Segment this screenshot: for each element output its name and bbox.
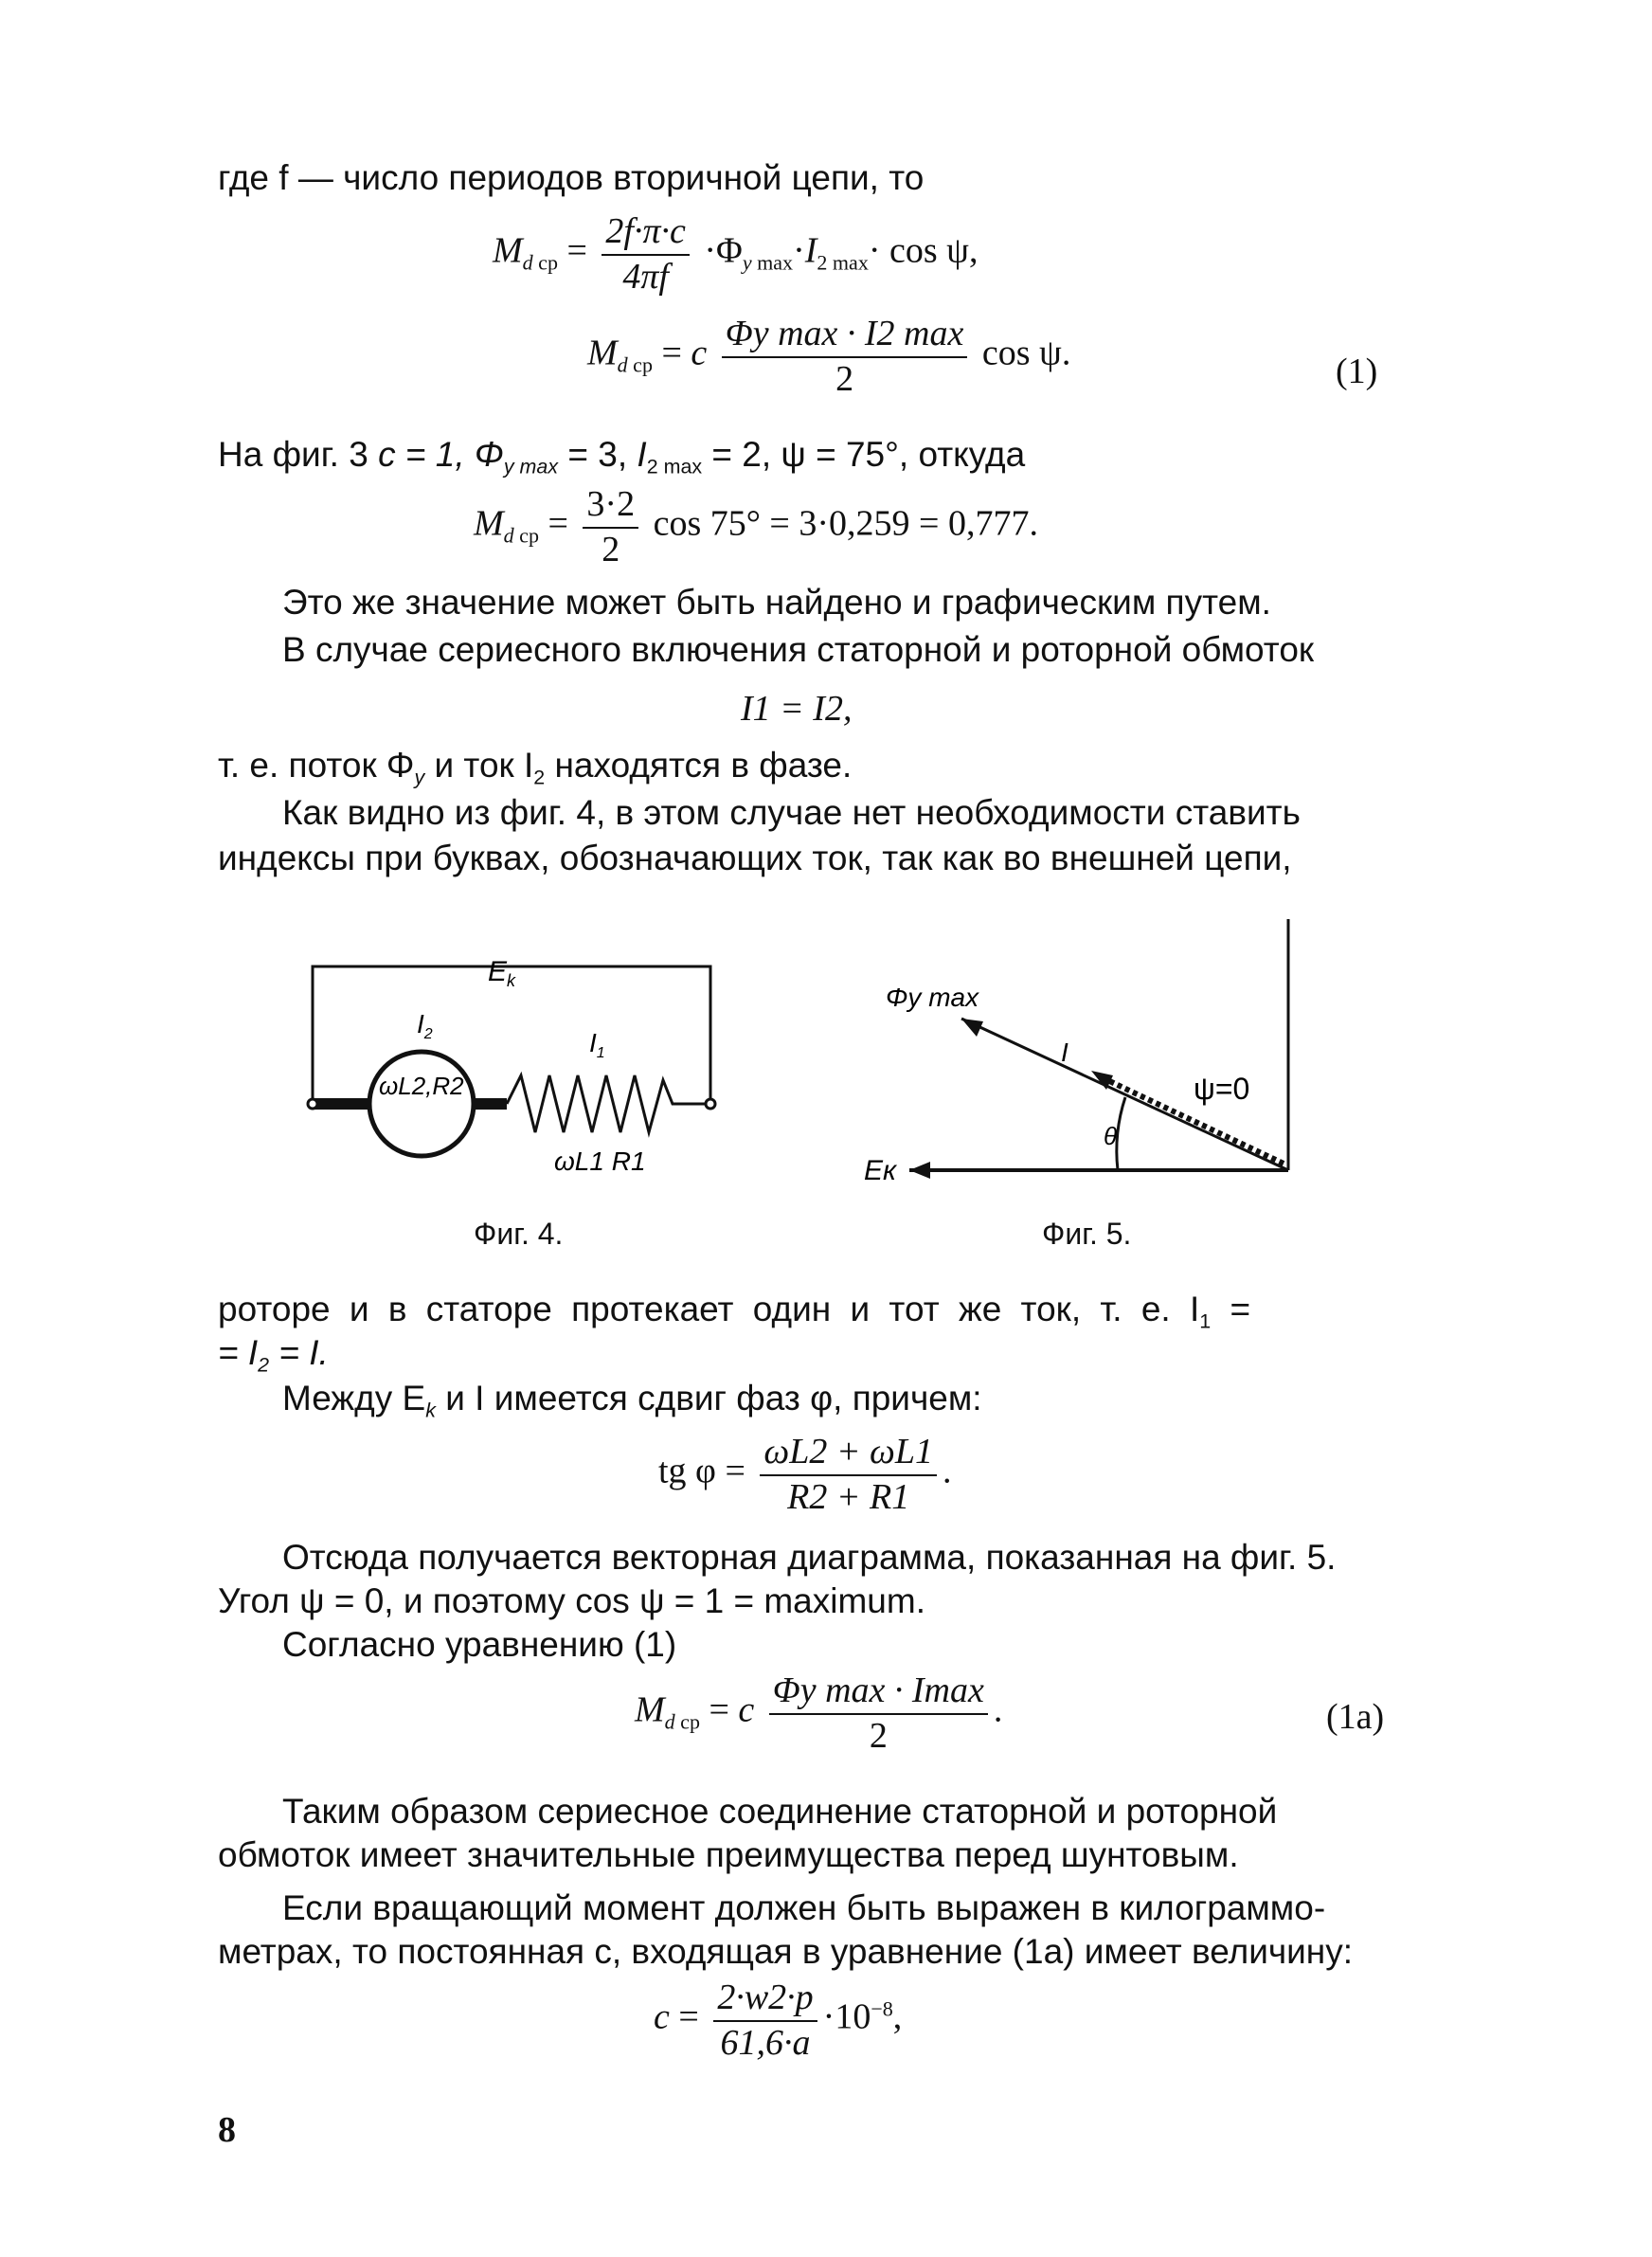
fig4-stator-coil [507,1075,710,1132]
text-line-17: метрах, то постоянная c, входящая в уравнение (1a) имеет величину: [218,1932,1354,1971]
fig4-label-i1: $I_1$ [589,1028,605,1061]
equation-moment-1: $M_d$ $_{ср}$ = $\frac{2f\cdot\pi\cdot c}{4\pi f}$ $\cdot\Phi_y$ $_{max}\cdot I_{2 max}\cdot \cos \psi$, [493,211,979,297]
eq5-denominator: R2 + R1 [787,1477,910,1517]
eq2-numerator: Φy max · I2 max [722,313,968,358]
text-line-15: обмоток имеет значительные преимущества перед шунтовым. [218,1835,1239,1874]
text-line-8: роторе и в статоре протекает один и тот же ток, т. е. $I_1$ = [218,1290,1251,1333]
eq6-numerator: Φy max · Imax [769,1670,988,1715]
text-line-2-rest: откуда [918,435,1026,474]
text-line-1: где f — число периодов вторичной цепи, то [218,158,925,197]
text-line-2-vals: c = 1, Φ [378,435,504,474]
equation-numeric: $M_d$ $_{ср}$ = $\frac{3\cdot 2}{2}$ cos 75° = 3·0,259 = 0,777. [474,484,1038,569]
text-line-3: Это же значение может быть найдено и графическим путем. [282,583,1271,622]
figure-5-vector-diagram [843,919,1317,1203]
fig5-angle-arc [1117,1097,1125,1170]
fig4-rotor-circle [369,1052,474,1156]
text-line-7: индексы при буквах, обозначающих ток, так как во внешней цепи, [218,839,1292,877]
text-line-11: Отсюда получается векторная диаграмма, показанная на фиг. 5. [282,1538,1337,1577]
fig5-phi-arrowhead [961,1019,983,1037]
eq3-numerator: 3·2 [583,483,638,529]
figure-4-circuit [284,938,739,1213]
text-line-2-prefix: На фиг. 3 [218,435,368,474]
equation-moment-1a: $M_d$ $_{ср}$ = c $\frac{\text{Φy max · Imax}}{2}$ . [635,1670,1003,1756]
fig5-label-psi: ψ=0 [1194,1072,1250,1106]
text-line-8a: роторе и в статоре протекает один и тот же ток, т. е. I [218,1290,1200,1328]
text-line-5a: т. е. поток Φ [218,746,415,785]
eq7-exponent: −8 [871,1996,893,2021]
text-line-4: В случае сериесного включения статорной и роторной обмоток [282,630,1315,669]
text-line-16: Если вращающий момент должен быть выражен в килограммо- [282,1888,1326,1927]
text-line-10a: Между E [282,1379,426,1417]
fig5-label-ek: Eк [864,1155,897,1186]
fig4-label-ek: $E_k$ [488,956,516,990]
eq6-denominator: 2 [869,1716,888,1756]
eq1-denominator: 4πf [622,257,669,297]
equation-constant-c: c = $\frac{2\cdot w2\cdot p}{61,6\cdot a}$ $\cdot 10^{-8}$, [654,1977,903,2063]
text-line-10b: и I имеется сдвиг фаз φ, причем: [445,1379,982,1417]
text-line-5b: и ток I [434,746,534,785]
eq7-denominator: 61,6·a [720,2023,811,2063]
eq3-denominator: 2 [602,530,620,569]
eq7-numerator: 2·w2·p [713,1977,817,2022]
fig4-label-rotor: ωL2,R2 [379,1072,464,1100]
page-number: 8 [218,2110,236,2150]
equation-tangent: tg φ = $\frac{\omega L2 + \omega L1}{R2 + R1}$ . [658,1432,952,1517]
fig4-label-stator: ωL1 R1 [554,1147,646,1176]
fig4-node-right [706,1099,715,1109]
fig4-node-left [308,1099,317,1109]
figure-4-caption: Фиг. 4. [474,1217,564,1251]
text-line-6: Как видно из фиг. 4, в этом случае нет необходимости ставить [282,793,1301,832]
fig5-label-theta: θ [1104,1122,1118,1150]
equation-number-1: (1) [1336,352,1378,391]
text-line-10: Между $E_k$ и I имеется сдвиг фаз φ, причем: [282,1379,982,1422]
text-line-5c: находятся в фазе. [554,746,853,785]
text-line-2: На фиг. 3 c = 1, $\Phi_{y max} = 3$, $I_{2 max} = 2$, ψ = 75°, откуда [218,435,1026,478]
equation-number-1a: (1a) [1326,1697,1385,1737]
equation-currents: I1 = I2, [741,689,853,729]
fig5-ek-arrowhead [909,1162,930,1179]
eq1-numerator: 2f·π·c [602,210,689,256]
text-line-9a: = I [218,1333,259,1372]
fig4-label-i2: $I_2$ [417,1009,433,1042]
eq2-denominator: 2 [835,359,854,399]
text-line-5: т. е. поток $\Phi_y$ и ток $I_2$ находятся в фазе. [218,746,853,789]
fig5-label-phi: Φy max [886,983,979,1012]
equation-moment-2: $M_d$ $_{ср}$ = c $\frac{\text{Φy max · I2 max}}{2}$ cos ψ. [587,314,1071,399]
text-line-14: Таким образом сериесное соединение статорной и роторной [282,1792,1278,1831]
text-line-13: Согласно уравнению (1) [282,1625,677,1664]
text-line-9: = $I_2 = I$. [218,1333,329,1377]
eq7-tail: ·10 [822,1996,871,2037]
fig5-label-i: I [1061,1038,1068,1067]
eq3-tail: cos 75° = 3·0,259 = 0,777. [653,503,1038,544]
figure-5-caption: Фиг. 5. [1042,1217,1132,1251]
eq5-numerator: ωL2 + ωL1 [760,1431,937,1476]
text-line-12: Угол ψ = 0, и поэтому cos ψ = 1 = maximum. [218,1581,925,1620]
